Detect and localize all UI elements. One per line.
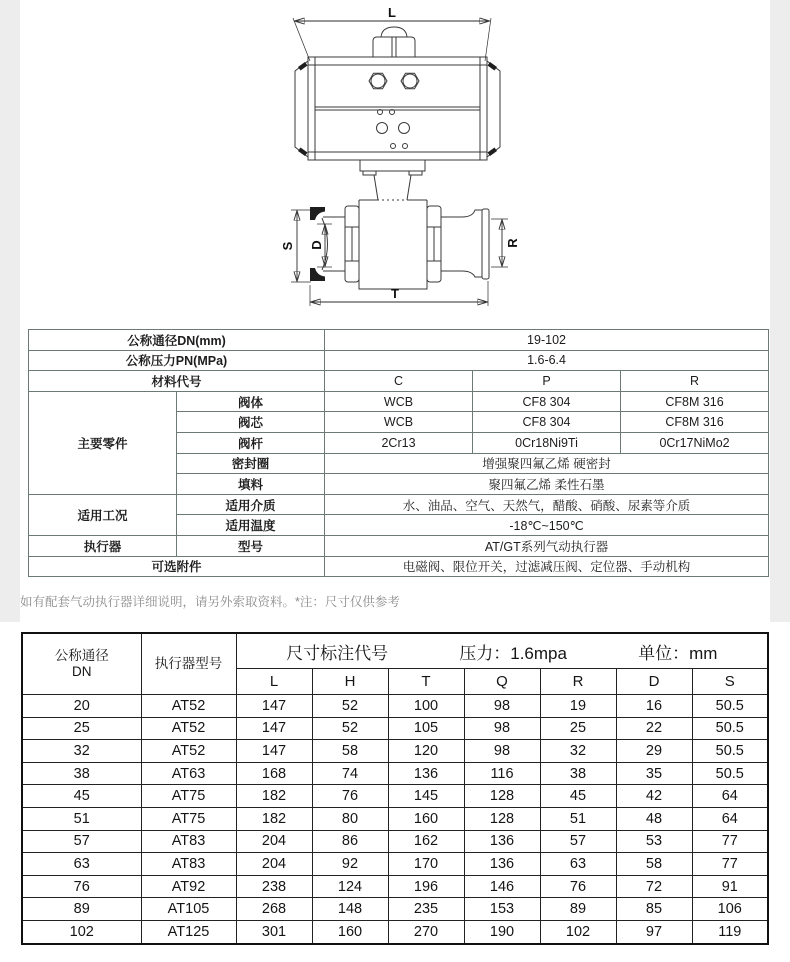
dim-label-S: S bbox=[280, 241, 295, 251]
dim-label-R: R bbox=[505, 238, 520, 248]
dn-cell: 89 bbox=[22, 898, 141, 921]
t-cell: 145 bbox=[388, 785, 464, 808]
model-cell: AT52 bbox=[141, 695, 236, 718]
q-cell: 153 bbox=[464, 898, 540, 921]
d-cell: 53 bbox=[616, 830, 692, 853]
l-cell: 204 bbox=[236, 853, 312, 876]
q-cell: 146 bbox=[464, 875, 540, 898]
t-cell: 120 bbox=[388, 740, 464, 763]
l-cell: 268 bbox=[236, 898, 312, 921]
dn-cell: 57 bbox=[22, 830, 141, 853]
dn-cell: 63 bbox=[22, 853, 141, 876]
t-cell: 235 bbox=[388, 898, 464, 921]
spec-stem-c: 2Cr13 bbox=[325, 432, 473, 453]
table-row bbox=[22, 807, 768, 830]
q-cell: 128 bbox=[464, 785, 540, 808]
spec-pn-label: 公称压力PN(MPa) bbox=[29, 350, 325, 371]
t-cell: 196 bbox=[388, 875, 464, 898]
dim-header-L: L bbox=[236, 669, 312, 695]
l-cell: 147 bbox=[236, 695, 312, 718]
dim-col-dn-header-line1: 公称通径 bbox=[54, 648, 109, 663]
s-cell: 50.5 bbox=[692, 695, 768, 718]
q-cell: 98 bbox=[464, 695, 540, 718]
q-cell: 190 bbox=[464, 920, 540, 943]
r-cell: 38 bbox=[540, 762, 616, 785]
h-cell: 58 bbox=[312, 740, 388, 763]
spec-dn-value: 19-102 bbox=[325, 330, 769, 351]
d-cell: 48 bbox=[616, 807, 692, 830]
h-cell: 160 bbox=[312, 920, 388, 943]
left-margin-strip bbox=[0, 0, 20, 622]
s-cell: 91 bbox=[692, 875, 768, 898]
spec-dn-label: 公称通径DN(mm) bbox=[29, 330, 325, 351]
spec-seal-label: 密封圈 bbox=[177, 453, 325, 474]
dn-cell: 102 bbox=[22, 920, 141, 943]
spec-core-p: CF8 304 bbox=[473, 412, 621, 433]
table-row bbox=[22, 695, 768, 718]
spec-core-label: 阀芯 bbox=[177, 412, 325, 433]
q-cell: 136 bbox=[464, 853, 540, 876]
t-cell: 270 bbox=[388, 920, 464, 943]
dim-header-H: H bbox=[312, 669, 388, 695]
dn-cell: 51 bbox=[22, 807, 141, 830]
h-cell: 52 bbox=[312, 695, 388, 718]
r-cell: 57 bbox=[540, 830, 616, 853]
l-cell: 204 bbox=[236, 830, 312, 853]
s-cell: 77 bbox=[692, 830, 768, 853]
s-cell: 50.5 bbox=[692, 717, 768, 740]
q-cell: 116 bbox=[464, 762, 540, 785]
r-cell: 89 bbox=[540, 898, 616, 921]
r-cell: 63 bbox=[540, 853, 616, 876]
dim-header-R: R bbox=[540, 669, 616, 695]
r-cell: 51 bbox=[540, 807, 616, 830]
spec-material-p: P bbox=[473, 371, 621, 392]
dim-table-body bbox=[22, 695, 768, 944]
d-cell: 85 bbox=[616, 898, 692, 921]
dim-col-dn-header-line2: DN bbox=[72, 664, 92, 679]
spec-temp-value: -18℃~150℃ bbox=[325, 515, 769, 536]
spec-material-r: R bbox=[621, 371, 769, 392]
spec-temp-label: 适用温度 bbox=[177, 515, 325, 536]
r-cell: 76 bbox=[540, 875, 616, 898]
r-cell: 32 bbox=[540, 740, 616, 763]
union-nuts bbox=[345, 206, 441, 282]
h-cell: 148 bbox=[312, 898, 388, 921]
q-cell: 98 bbox=[464, 717, 540, 740]
s-cell: 64 bbox=[692, 785, 768, 808]
spec-material-c: C bbox=[325, 371, 473, 392]
right-margin-strip bbox=[770, 0, 790, 622]
table-row bbox=[22, 853, 768, 876]
d-cell: 22 bbox=[616, 717, 692, 740]
spec-packing-value: 聚四氟乙烯 柔性石墨 bbox=[325, 474, 769, 495]
spec-table bbox=[28, 329, 769, 577]
dim-label-T: T bbox=[391, 286, 399, 301]
dim-label-D: D bbox=[309, 240, 324, 250]
spec-seal-value: 增强聚四氟乙烯 硬密封 bbox=[325, 453, 769, 474]
model-cell: AT105 bbox=[141, 898, 236, 921]
footnote: 如有配套气动执行器详细说明，请另外索取资料。*注：尺寸仅供参考 bbox=[20, 595, 400, 609]
r-cell: 102 bbox=[540, 920, 616, 943]
spec-model-label: 型号 bbox=[177, 535, 325, 556]
mounting-bracket bbox=[360, 160, 425, 200]
s-cell: 50.5 bbox=[692, 740, 768, 763]
spec-stem-p: 0Cr18Ni9Ti bbox=[473, 432, 621, 453]
model-cell: AT83 bbox=[141, 853, 236, 876]
dim-header-Q: Q bbox=[464, 669, 540, 695]
t-cell: 162 bbox=[388, 830, 464, 853]
dim-header-T: T bbox=[388, 669, 464, 695]
dn-cell: 38 bbox=[22, 762, 141, 785]
pressure-label: 压力：1.6mpa bbox=[459, 643, 567, 663]
spec-body-r: CF8M 316 bbox=[621, 391, 769, 412]
table-row bbox=[22, 898, 768, 921]
r-cell: 45 bbox=[540, 785, 616, 808]
model-cell: AT52 bbox=[141, 717, 236, 740]
spec-medium-value: 水、油品、空气、天然气，醋酸、硝酸、尿素等介质 bbox=[325, 494, 769, 515]
dn-cell: 20 bbox=[22, 695, 141, 718]
model-cell: AT75 bbox=[141, 807, 236, 830]
q-cell: 136 bbox=[464, 830, 540, 853]
t-cell: 170 bbox=[388, 853, 464, 876]
s-cell: 106 bbox=[692, 898, 768, 921]
t-cell: 136 bbox=[388, 762, 464, 785]
dn-cell: 45 bbox=[22, 785, 141, 808]
d-cell: 42 bbox=[616, 785, 692, 808]
l-cell: 147 bbox=[236, 740, 312, 763]
spec-body-c: WCB bbox=[325, 391, 473, 412]
l-cell: 168 bbox=[236, 762, 312, 785]
air-fitting bbox=[373, 27, 415, 57]
l-cell: 238 bbox=[236, 875, 312, 898]
t-cell: 100 bbox=[388, 695, 464, 718]
spec-condition-label: 适用工况 bbox=[29, 494, 177, 535]
dim-col-dn-header bbox=[22, 633, 141, 695]
r-cell: 25 bbox=[540, 717, 616, 740]
s-cell: 77 bbox=[692, 853, 768, 876]
q-cell: 128 bbox=[464, 807, 540, 830]
spec-packing-label: 填料 bbox=[177, 474, 325, 495]
spec-model-value: AT/GT系列气动执行器 bbox=[325, 535, 769, 556]
spec-main-parts-label: 主要零件 bbox=[29, 391, 177, 494]
d-cell: 97 bbox=[616, 920, 692, 943]
spec-accessories-value: 电磁阀、限位开关，过滤减压阀、定位器、手动机构 bbox=[325, 556, 769, 577]
h-cell: 80 bbox=[312, 807, 388, 830]
right-ferrule bbox=[441, 209, 489, 279]
spec-body-label: 阀体 bbox=[177, 391, 325, 412]
spec-body-p: CF8 304 bbox=[473, 391, 621, 412]
spec-stem-r: 0Cr17NiMo2 bbox=[621, 432, 769, 453]
d-cell: 35 bbox=[616, 762, 692, 785]
dim-col-model-header: 执行器型号 bbox=[141, 633, 236, 695]
t-cell: 105 bbox=[388, 717, 464, 740]
r-cell: 19 bbox=[540, 695, 616, 718]
model-cell: AT63 bbox=[141, 762, 236, 785]
q-cell: 98 bbox=[464, 740, 540, 763]
l-cell: 182 bbox=[236, 807, 312, 830]
model-cell: AT92 bbox=[141, 875, 236, 898]
spec-core-r: CF8M 316 bbox=[621, 412, 769, 433]
table-row bbox=[22, 875, 768, 898]
dim-label-L: L bbox=[388, 5, 396, 20]
valve-body bbox=[359, 200, 427, 289]
dim-header-S: S bbox=[692, 669, 768, 695]
dn-cell: 32 bbox=[22, 740, 141, 763]
d-cell: 16 bbox=[616, 695, 692, 718]
model-cell: AT83 bbox=[141, 830, 236, 853]
spec-actuator-label: 执行器 bbox=[29, 535, 177, 556]
table-row bbox=[22, 717, 768, 740]
h-cell: 92 bbox=[312, 853, 388, 876]
h-cell: 76 bbox=[312, 785, 388, 808]
d-cell: 29 bbox=[616, 740, 692, 763]
dimension-table bbox=[21, 632, 769, 945]
s-cell: 119 bbox=[692, 920, 768, 943]
table-row bbox=[22, 762, 768, 785]
spec-core-c: WCB bbox=[325, 412, 473, 433]
h-cell: 86 bbox=[312, 830, 388, 853]
actuator-end-caps bbox=[295, 61, 500, 157]
model-cell: AT75 bbox=[141, 785, 236, 808]
valve-technical-drawing bbox=[255, 5, 535, 320]
l-cell: 182 bbox=[236, 785, 312, 808]
spec-accessories-label: 可选附件 bbox=[29, 556, 325, 577]
spec-medium-label: 适用介质 bbox=[177, 494, 325, 515]
s-cell: 50.5 bbox=[692, 762, 768, 785]
l-cell: 301 bbox=[236, 920, 312, 943]
table-row bbox=[22, 740, 768, 763]
s-cell: 64 bbox=[692, 807, 768, 830]
actuator-body bbox=[308, 57, 487, 160]
dim-code-title: 尺寸标注代号 bbox=[286, 643, 389, 663]
h-cell: 74 bbox=[312, 762, 388, 785]
spec-pn-value: 1.6-6.4 bbox=[325, 350, 769, 371]
dim-header-D: D bbox=[616, 669, 692, 695]
model-cell: AT52 bbox=[141, 740, 236, 763]
dim-merged-header bbox=[236, 633, 768, 669]
table-row bbox=[22, 920, 768, 943]
d-cell: 58 bbox=[616, 853, 692, 876]
t-cell: 160 bbox=[388, 807, 464, 830]
table-row bbox=[22, 785, 768, 808]
unit-label: 单位：mm bbox=[638, 643, 718, 663]
h-cell: 52 bbox=[312, 717, 388, 740]
dn-cell: 25 bbox=[22, 717, 141, 740]
spec-stem-label: 阀杆 bbox=[177, 432, 325, 453]
spec-material-label: 材料代号 bbox=[29, 371, 325, 392]
d-cell: 72 bbox=[616, 875, 692, 898]
model-cell: AT125 bbox=[141, 920, 236, 943]
dn-cell: 76 bbox=[22, 875, 141, 898]
h-cell: 124 bbox=[312, 875, 388, 898]
l-cell: 147 bbox=[236, 717, 312, 740]
table-row bbox=[22, 830, 768, 853]
